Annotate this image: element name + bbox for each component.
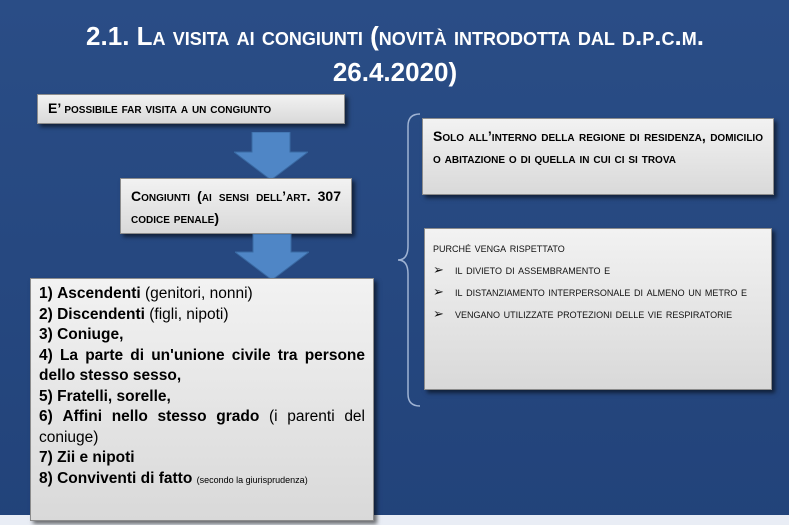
list-item bbox=[39, 387, 365, 408]
list-item-number: 1) bbox=[39, 285, 53, 302]
arrow-bullet-icon: ➢ bbox=[433, 306, 444, 321]
list-item bbox=[39, 284, 365, 305]
list-item-note: (genitori, nonni) bbox=[140, 285, 253, 302]
list-item-number: 3) bbox=[39, 326, 53, 343]
possible-visit-text: E’ possibile far visita a un congiunto bbox=[48, 100, 272, 116]
congiunti-definition-text: Congiunti (ai sensi dell’art. 307 codice penale) bbox=[131, 188, 341, 226]
conditions-title: purché venga rispettato bbox=[433, 240, 565, 255]
arrow-bullet-icon: ➢ bbox=[433, 284, 444, 299]
down-arrow-icon bbox=[234, 132, 308, 180]
congiunti-definition-box bbox=[120, 178, 352, 234]
arrow-bullet-icon: ➢ bbox=[433, 262, 444, 277]
slide-title: 2.1. La visita ai congiunti (novità introdotta dal d.p.c.m. 26.4.2020) bbox=[86, 21, 704, 87]
list-item-note: (figli, nipoti) bbox=[144, 305, 229, 323]
down-arrow-icon bbox=[235, 234, 309, 280]
condition-item bbox=[433, 281, 763, 303]
region-box bbox=[422, 118, 774, 195]
possible-visit-box bbox=[37, 94, 345, 124]
list-item-label: Zii e nipoti bbox=[57, 449, 135, 466]
list-item bbox=[39, 469, 365, 491]
region-text: Solo all’interno della regione di residenza, domicilio o abitazione o di quella in cui ci si trova bbox=[433, 128, 763, 166]
condition-text: il distanziamento interpersonale di almeno un metro e bbox=[455, 284, 747, 299]
list-item-number: 5) bbox=[39, 387, 53, 405]
list-item-label: Affini nello stesso grado bbox=[62, 408, 260, 425]
list-item-number: 7) bbox=[39, 449, 53, 466]
list-item bbox=[39, 305, 365, 326]
condition-text: il divieto di assembramento e bbox=[455, 262, 611, 277]
list-item bbox=[39, 448, 365, 469]
list-item-label: Discendenti bbox=[57, 305, 145, 323]
list-item-label: Fratelli, sorelle, bbox=[57, 387, 171, 405]
list-item bbox=[39, 346, 365, 387]
list-item-label: Ascendenti bbox=[57, 285, 141, 302]
congiunti-list-box bbox=[30, 278, 374, 521]
list-item bbox=[39, 325, 365, 346]
list-item-number: 6) bbox=[39, 408, 53, 425]
list-item-number: 4) bbox=[39, 346, 53, 364]
condition-item bbox=[433, 303, 763, 325]
list-item-label: La parte di un'unione civile tra persone dello stesso sesso, bbox=[39, 346, 366, 384]
condition-text: vengano utilizzate protezioni delle vie respiratorie bbox=[455, 306, 733, 321]
condition-item bbox=[433, 259, 763, 281]
conditions-box bbox=[424, 228, 772, 390]
left-brace bbox=[396, 112, 422, 408]
list-item-note: (secondo la giurisprudenza) bbox=[196, 474, 308, 485]
list-item-note: (i parenti del coniuge) bbox=[39, 408, 365, 446]
list-item bbox=[39, 407, 365, 448]
list-item-label: Coniuge, bbox=[57, 326, 124, 343]
list-item-label: Conviventi di fatto bbox=[57, 469, 193, 487]
list-item-number: 2) bbox=[39, 305, 53, 323]
list-item-number: 8) bbox=[39, 469, 53, 487]
